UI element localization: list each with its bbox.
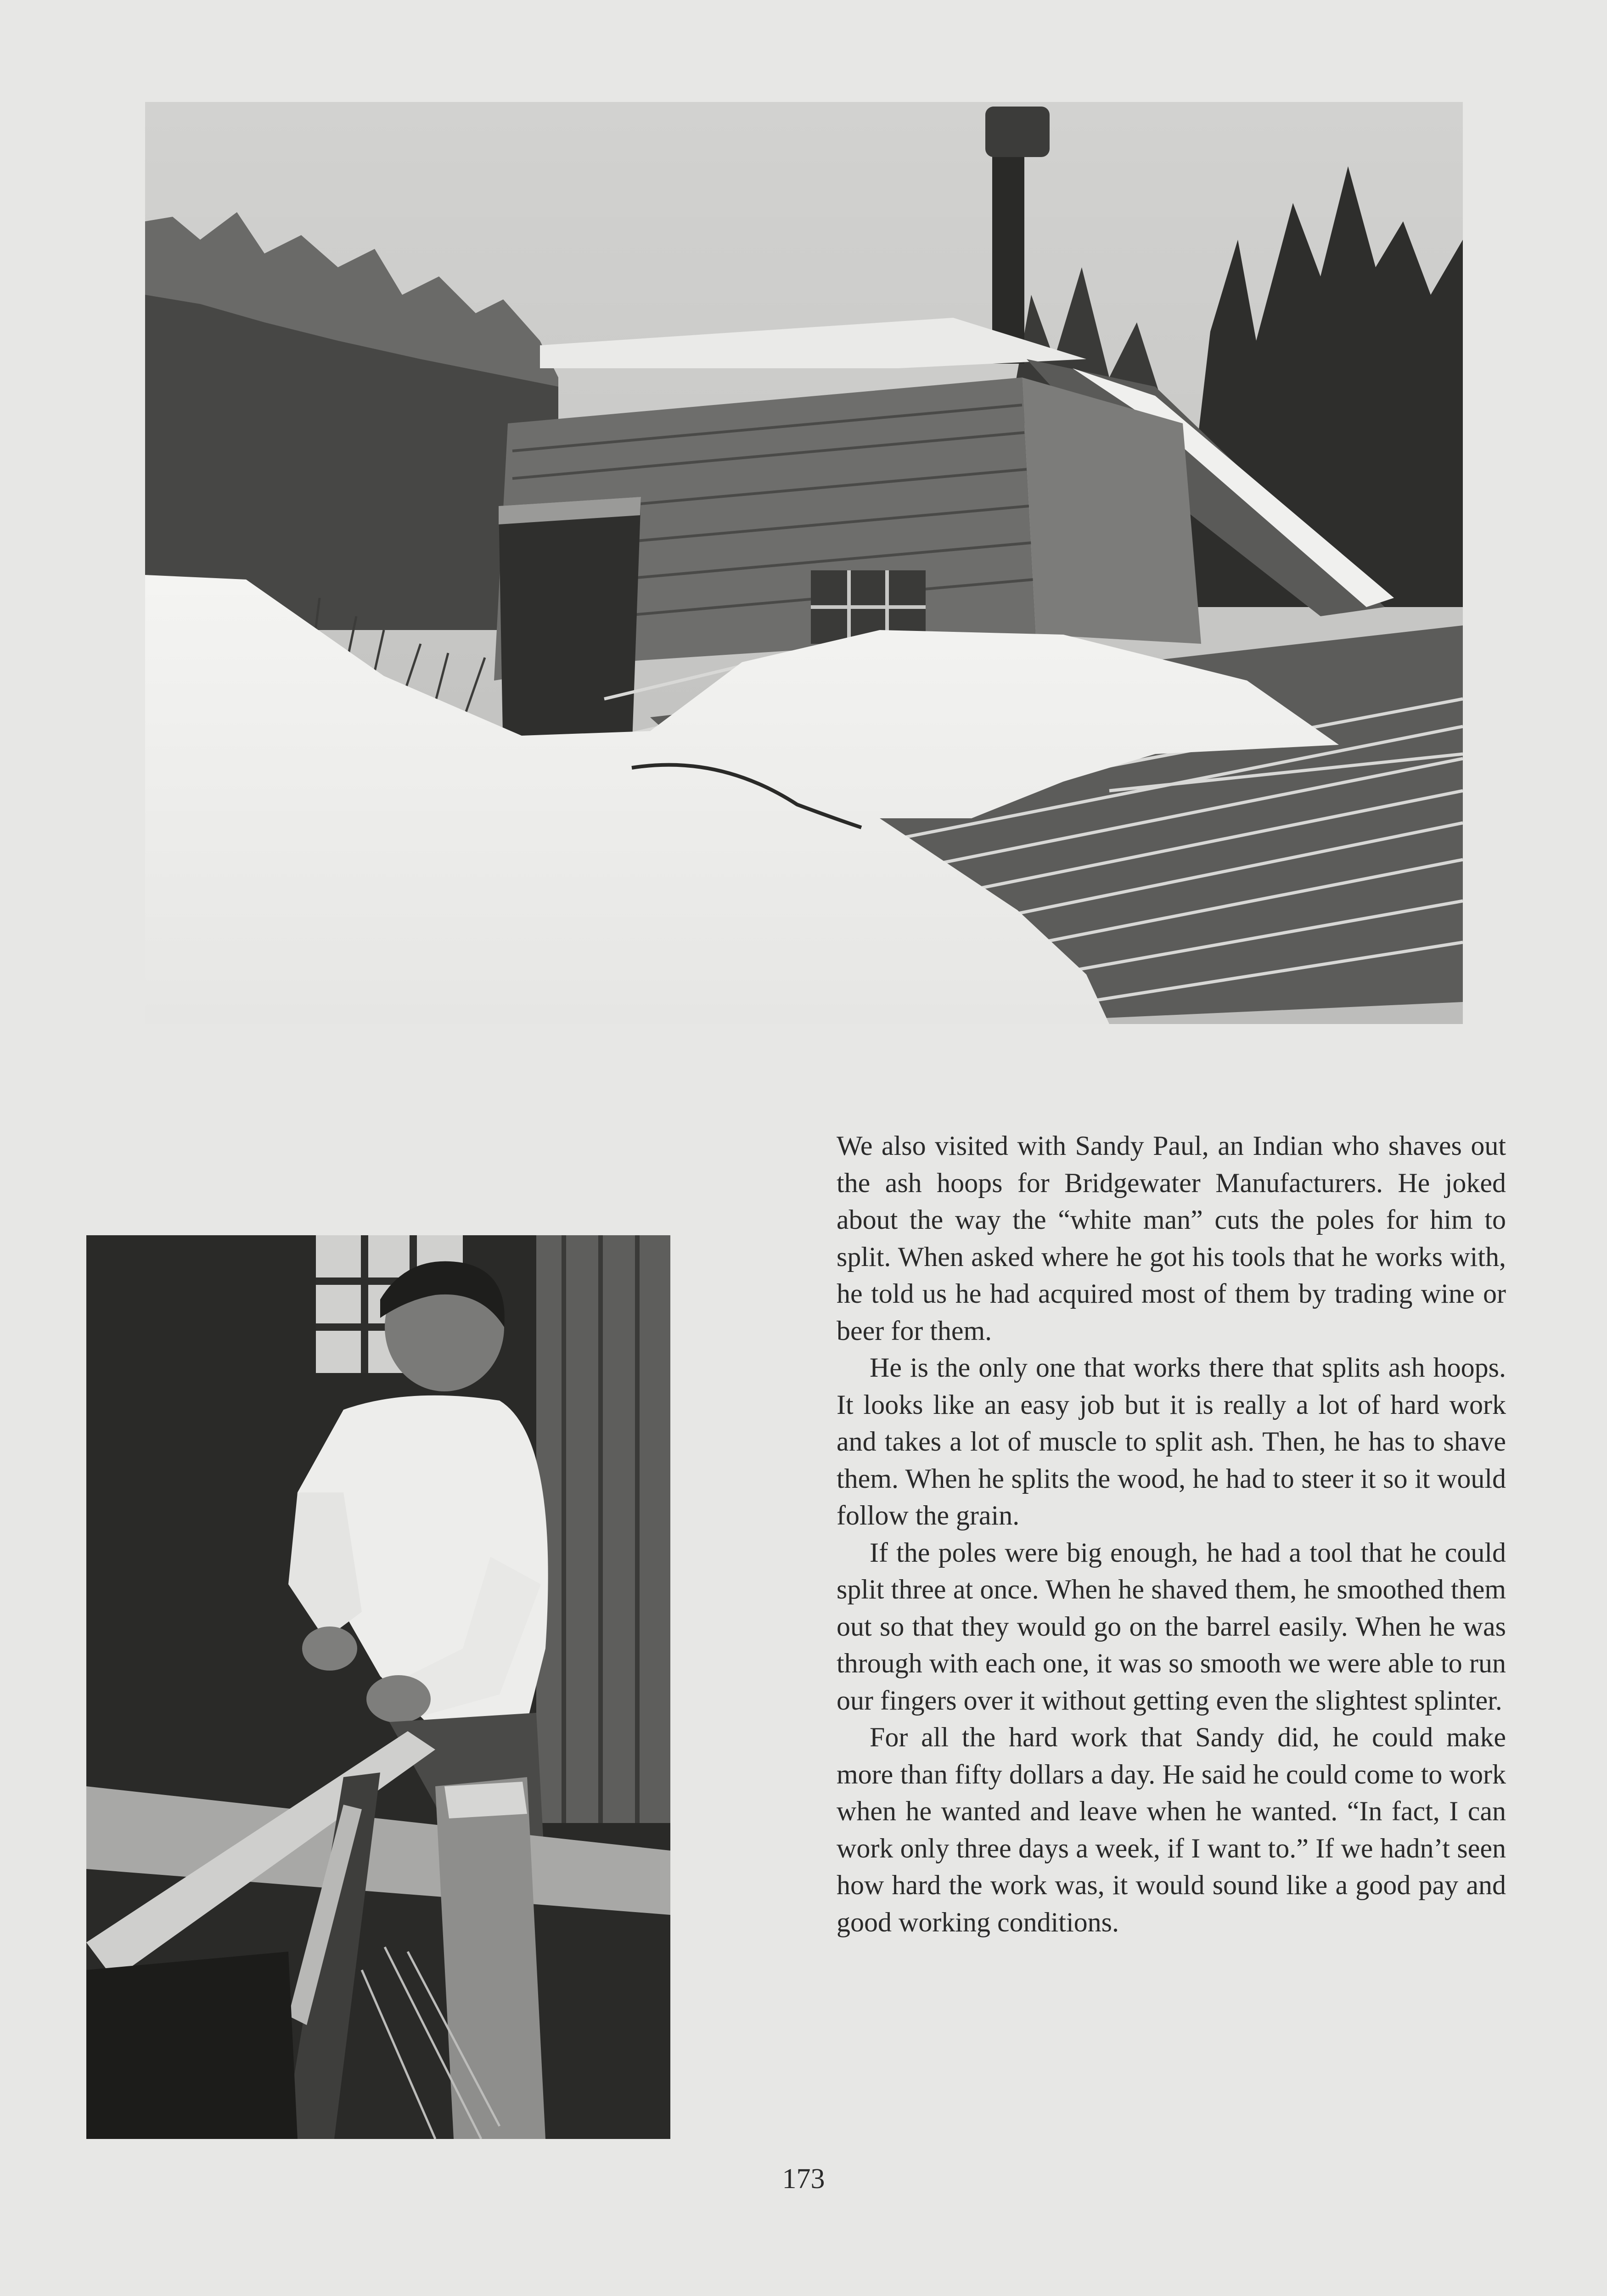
cabin-photo-drawing — [145, 102, 1463, 1024]
article-paragraph-3: If the poles were big enough, he had a tool that he could split three at once. When he shaved them, he smoothed them out so that they would go on the barrel easily. When he was through with each one, it was so smooth we were able to run our fingers over it without getting even the slightest splinter. — [837, 1537, 1506, 1716]
page-number: 173 — [782, 2163, 825, 2195]
article-body — [837, 1127, 1506, 1941]
splitting-photo-drawing — [86, 1235, 670, 2139]
article-paragraph-2: He is the only one that works there that splits ash hoops. It looks like an easy job but it is really a lot of hard work and takes a lot of muscle to split ash. Then, he has to shave them. When he splits the wood, he had to steer it so it would follow the grain. — [837, 1352, 1506, 1531]
photo-cabin-in-snow — [145, 102, 1463, 1024]
photo-man-splitting-ash — [86, 1235, 670, 2139]
article-paragraph-1: We also visited with Sandy Paul, an Indian who shaves out the ash hoops for Bridgewater Manufacturers. He joked about the way the “white man” cuts the poles for him to split. When asked where he got his tools that he works with, he told us he had acquired most of them by trading wine or beer for them. — [837, 1131, 1506, 1346]
article-paragraph-4: For all the hard work that Sandy did, he could make more than fifty dollars a day. He said he could come to work when he wanted and leave when he wanted. “In fact, I can work only three days a week, if I want to.” If we hadn’t seen how hard the work was, it would sound like a good pay and good working conditions. — [837, 1722, 1506, 1937]
